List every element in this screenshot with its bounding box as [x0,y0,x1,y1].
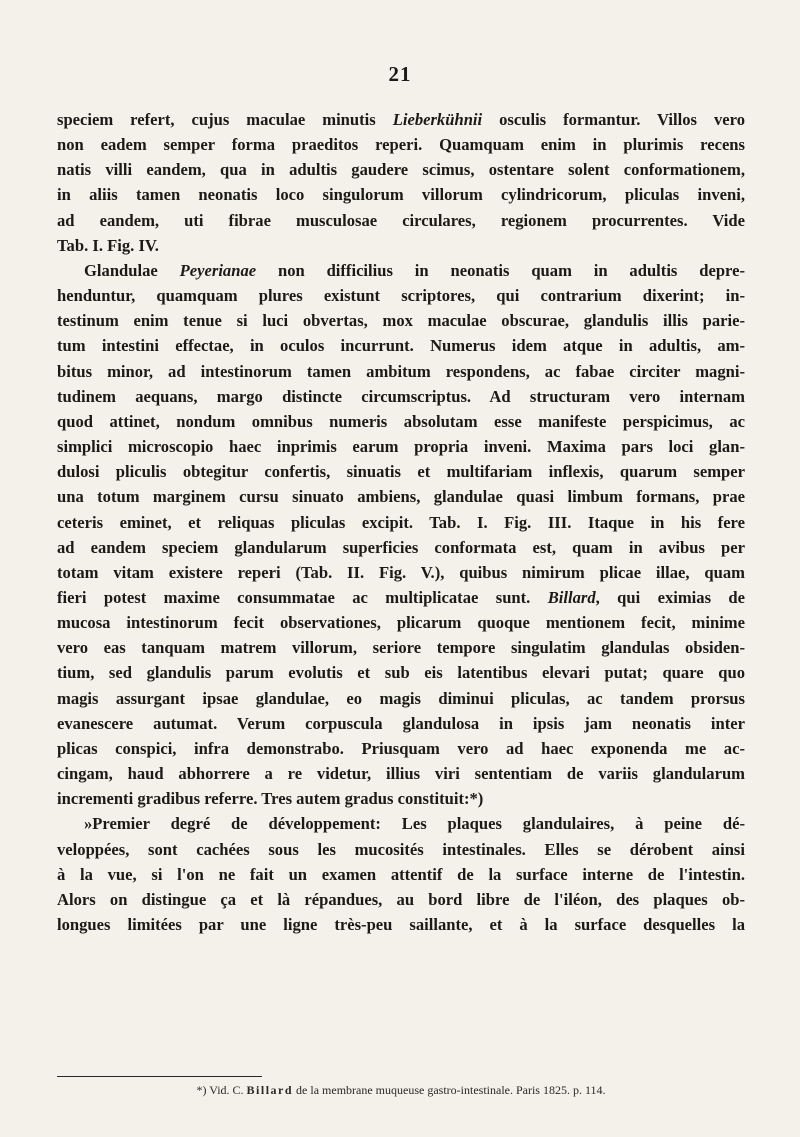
body-text [57,107,745,937]
text-line [57,711,745,736]
line-text: ad eandem speciem glandularum superficies conformata est, quam in avibus per [57,537,745,557]
text-line [57,560,745,585]
footnote-author: Billard [246,1083,294,1097]
text-line [57,258,745,283]
line-text: natis villi eandem, qua in adultis gaudere scimus, ostentare solent conformationem, [57,160,745,180]
line-text: evanescere autumat. Verum corpuscula glandulosa in ipsis jam neonatis inter [57,713,745,733]
italic-name: Lieberkühnii [392,110,483,129]
line-text: Alors on distingue ça et là répandues, au bord libre de l'iléon, des plaques ob- [57,889,745,909]
line-text: tudinem aequans, margo distincte circumscriptus. Ad structuram vero internam [57,386,745,406]
text-line [57,107,745,132]
line-text: mucosa intestinorum fecit observationes, plicarum quoque mentionem fecit, minime [57,613,745,633]
text-line [57,157,745,182]
line-text: plicas conspici, infra demonstrabo. Priusquam vero ad haec exponenda me ac- [57,738,745,758]
footnote-divider [57,1076,262,1077]
footnote [57,1082,745,1098]
line-text: cingam, haud abhorrere a re videtur, illius viri sententiam de variis glandularum [57,764,745,784]
text-line [57,409,745,434]
line-text: ad eandem, uti fibrae musculosae circulares, regionem procurrentes. Vide [57,210,745,230]
line-text: tum intestini effectae, in oculos incurrunt. Numerus idem atque in adultis, am- [57,336,745,356]
line-text: non difficilius in neonatis quam in adultis depre- [256,260,746,280]
line-text: simplici microscopio haec inprimis earum propria inveni. Maxima pars loci glan- [57,437,745,457]
line-text: »Premier degré de développement: Les plaques glandulaires, à peine dé- [84,814,745,834]
text-line [57,535,745,560]
line-text: ceteris eminet, et reliquas pliculas excipit. Tab. I. Fig. III. Itaque in his fere [57,512,745,532]
text-line [57,132,745,157]
text-line [57,585,745,610]
line-text: veloppées, sont cachées sous les mucosités intestinales. Elles se dérobent ainsi [57,839,745,859]
text-line [57,459,745,484]
line-text: henduntur, quamquam plures existunt scriptores, qui contrarium dixerint; in- [57,286,745,306]
text-line [57,333,745,358]
line-text: testinum enim tenue si luci obvertas, mox maculae obscurae, glandulis illis parie- [57,311,745,331]
text-line [57,384,745,409]
line-text: tium, sed glandulis parum evolutis et sub eis latentibus elevari putat; quare quo [57,663,745,683]
text-line [57,283,745,308]
text-line [57,761,745,786]
text-line [57,660,745,685]
line-text: una totum marginem cursu sinuato ambiens, glandulae quasi limbum formans, prae [57,487,745,507]
italic-name: Peyerianae [179,260,257,280]
text-line [57,811,745,836]
line-text: totam vitam existere reperi (Tab. II. Fig. V.), quibus nimirum plicae illae, quam [57,562,745,582]
text-line [57,182,745,207]
text-line [57,233,745,258]
line-text: osculis formantur. Villos vero [482,110,746,129]
line-text: quod attinet, nondum omnibus numeris absolutam esse manifeste perspicimus, ac [57,411,745,431]
line-text: , qui eximias de [595,587,745,607]
footnote-text: de la membrane muqueuse gastro-intestinale. Paris 1825. p. 114. [296,1083,606,1097]
text-line [57,736,745,761]
page-number: 21 [388,62,412,86]
text-line [57,635,745,660]
text-line [57,610,745,635]
text-line [57,359,745,384]
text-line [57,912,745,937]
text-line [57,308,745,333]
line-text: bitus minor, ad intestinorum tamen ambitum respondens, ac fabae circiter magni- [57,361,745,381]
italic-name: Billard [547,587,596,607]
text-line [57,887,745,912]
line-text: dulosi pliculis obtegitur confertis, sinuatis et multifariam inflexis, quarum semper [57,462,745,482]
line-text: incrementi gradibus referre. Tres autem gradus constituit:*) [57,789,484,809]
line-text: non eadem semper forma praeditos reperi. Quamquam enim in plurimis recens [57,135,745,155]
text-line [57,208,745,233]
text-line [57,484,745,509]
line-text: Glandulae [84,260,180,280]
text-line [57,786,745,811]
text-line [57,510,745,535]
line-text: in aliis tamen neonatis loco singulorum villorum cylindricorum, pliculas inveni, [57,185,745,205]
text-line [57,434,745,459]
line-text: fieri potest maxime consummatae ac multiplicatae sunt. [57,587,548,607]
text-line [57,837,745,862]
line-text: Tab. I. Fig. IV. [57,235,159,255]
footnote-mark: *) Vid. C. [196,1083,244,1097]
text-line [57,862,745,887]
text-line [57,686,745,711]
line-text: vero eas tanquam matrem villorum, seriore tempore singulatim glandulas obsiden- [57,638,745,658]
line-text: speciem refert, cujus maculae minutis [57,110,393,129]
line-text: magis assurgant ipsae glandulae, eo magis diminui pliculas, ac tandem prorsus [57,688,745,708]
line-text: à la vue, si l'on ne fait un examen attentif de la surface interne de l'intestin. [57,864,745,884]
line-text: longues limitées par une ligne très-peu saillante, et à la surface desquelles la [57,915,745,934]
